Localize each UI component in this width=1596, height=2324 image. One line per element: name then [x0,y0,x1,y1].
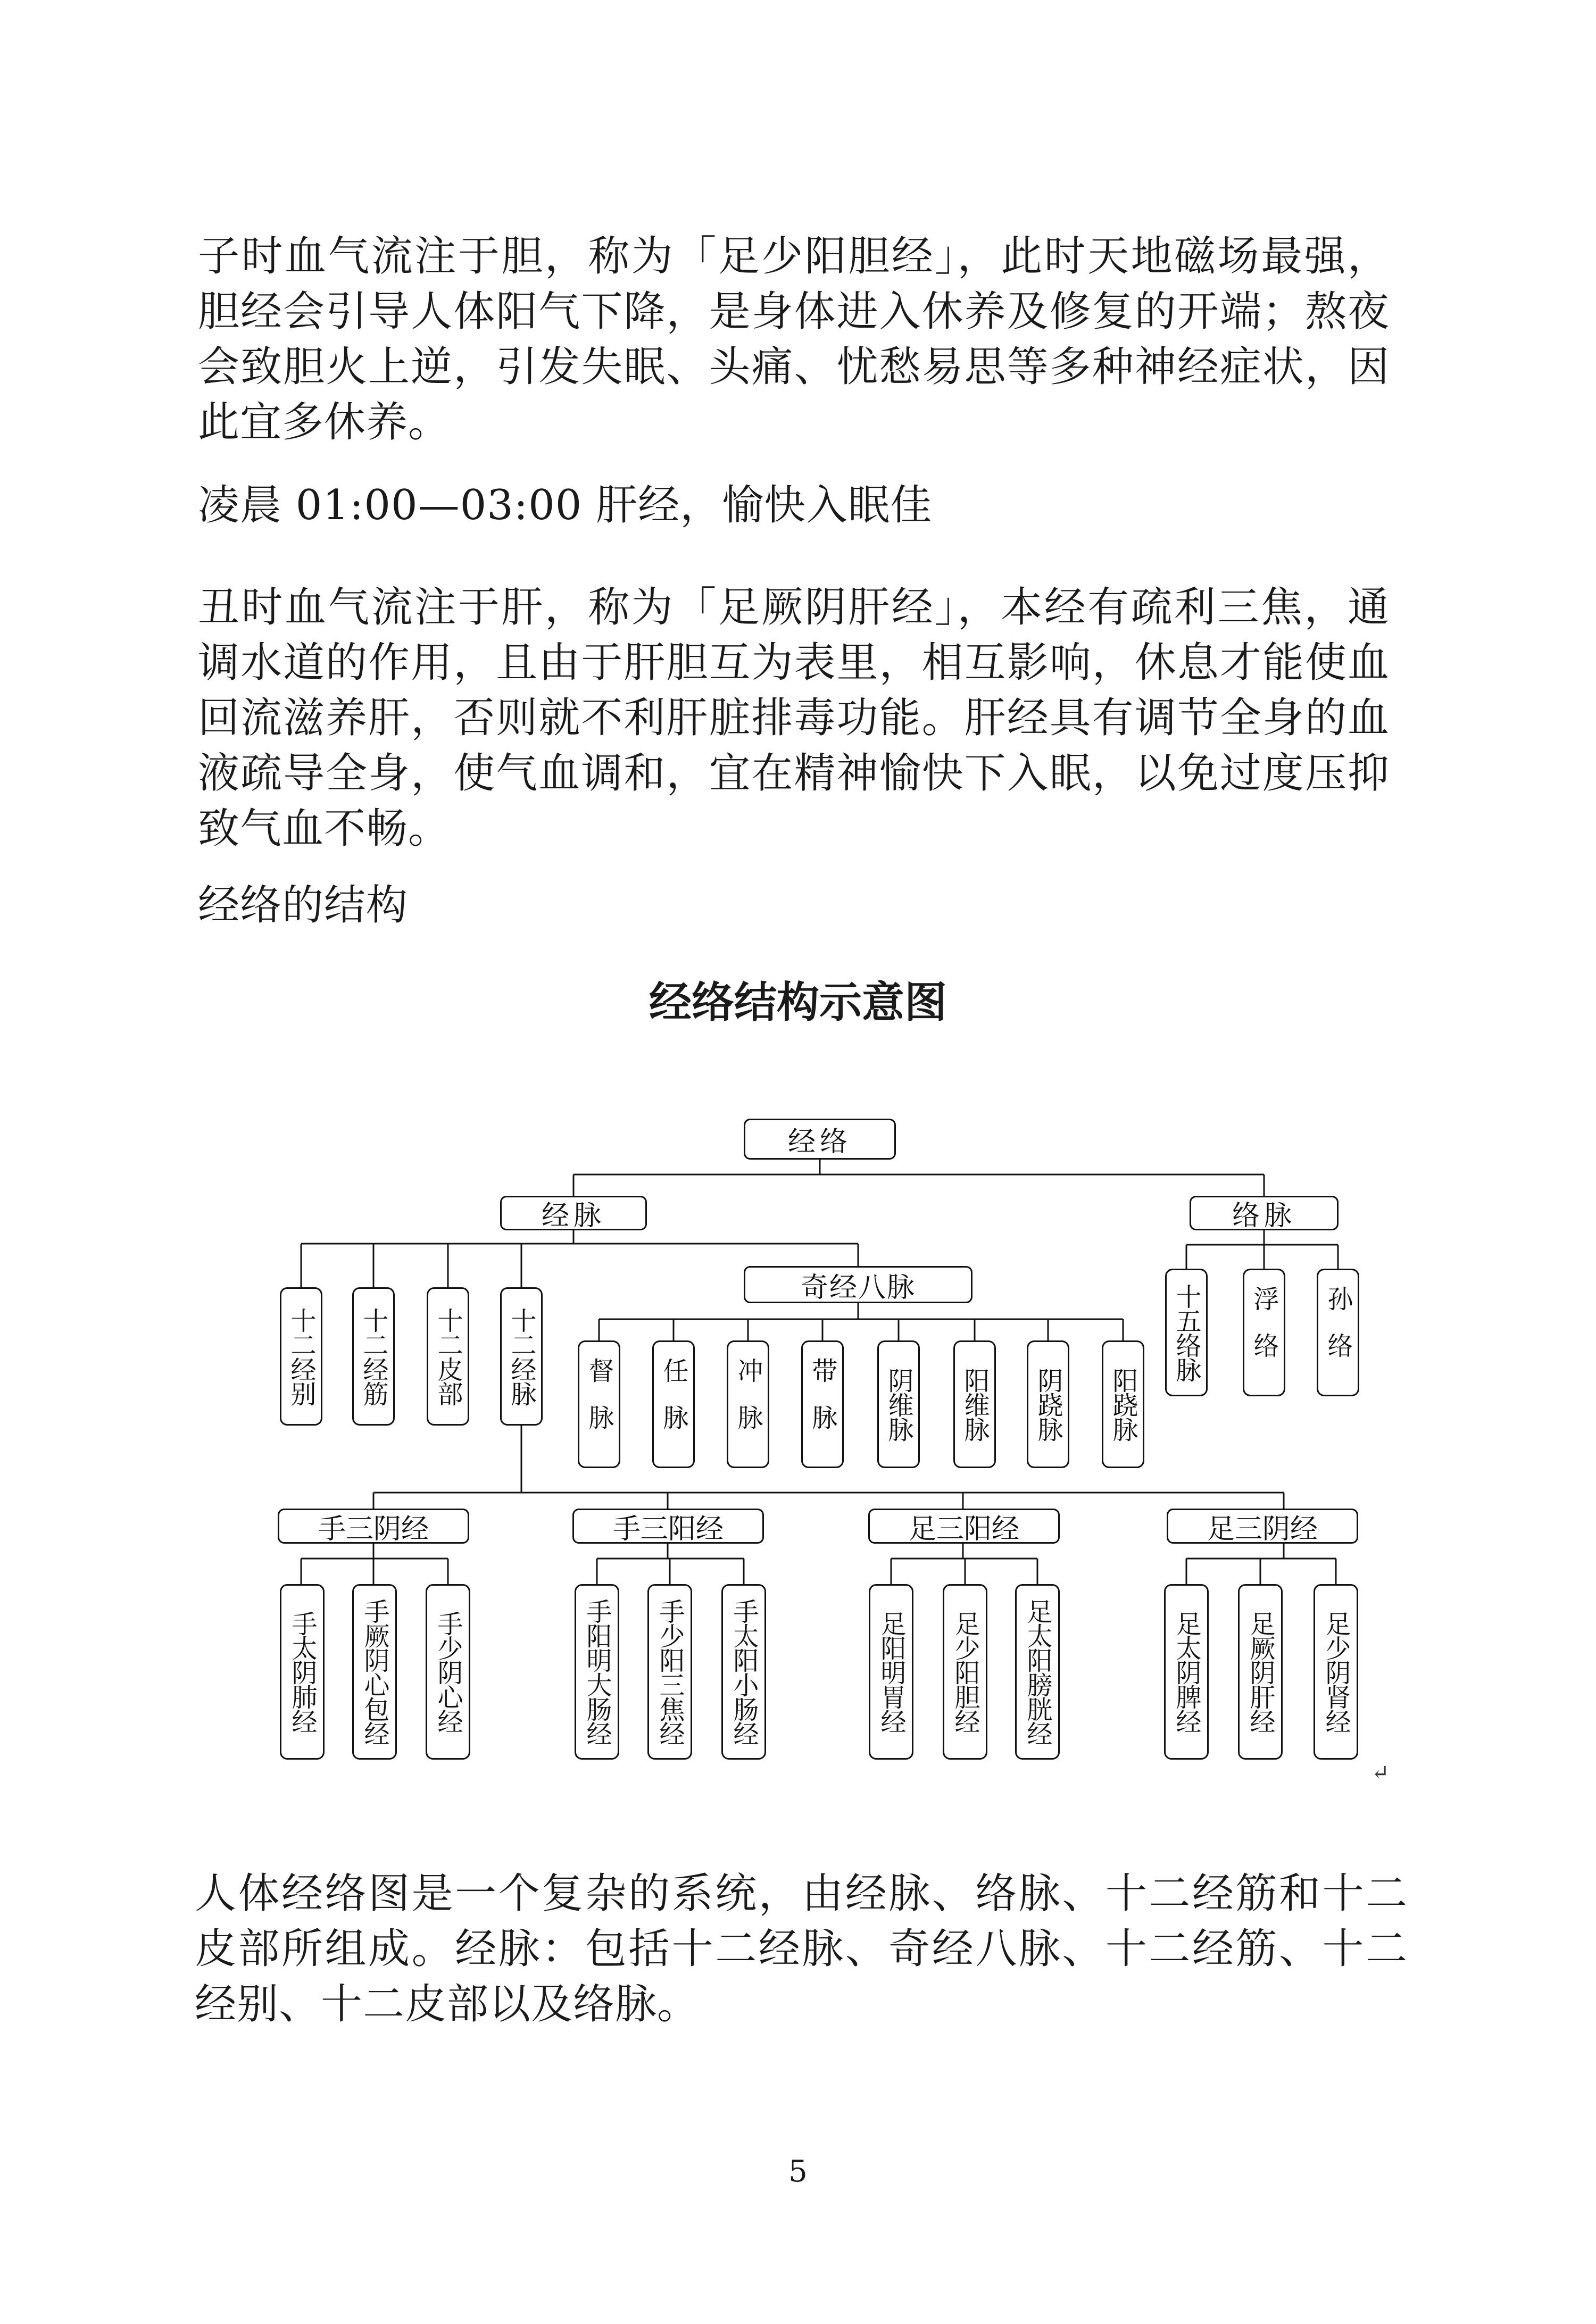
node-ren-mai [652,1340,695,1468]
node-yinwei-mai [877,1340,920,1468]
page-number: 5 [788,2154,808,2189]
node-shou-shaoyin-xin [426,1584,470,1760]
node-label: 浮络 [1249,1286,1279,1379]
node-shier-jingbie [280,1287,322,1426]
node-label: 手少阳三焦经 [655,1598,685,1745]
node-yangqiao-mai [1102,1340,1144,1468]
node-label: 督脉 [584,1357,614,1451]
node-fu-luo [1243,1269,1285,1396]
node-label: 十二皮部 [433,1307,463,1405]
node-shou-taiyang-xiaochang [721,1584,766,1760]
node-label: 阳跷脉 [1108,1368,1138,1441]
node-shou-jueyin-xinbao [352,1584,397,1760]
node-label: 阴维脉 [884,1368,913,1441]
node-label: 足太阳膀胱经 [1023,1598,1052,1745]
node-zu-shaoyang-dan [943,1584,987,1760]
node-shier-pibu [427,1287,469,1426]
node-label: 十二经别 [286,1307,316,1405]
node-dai-mai [801,1340,844,1468]
node-zu-taiyin-pi [1164,1584,1209,1760]
node-yinqiao-mai [1027,1340,1069,1468]
node-zu-sanyang: 足三阳经 [868,1509,1060,1544]
diagram-title: 经络结构示意图 [649,978,947,1027]
node-label: 手太阴肺经 [287,1611,317,1733]
node-label: 孙络 [1323,1286,1353,1379]
node-zu-sanyin: 足三阴经 [1167,1509,1358,1544]
node-du-mai [578,1340,620,1468]
paragraph-chou-hour: 丑时血气流注于肝，称为「足厥阴肝经」，本经有疏利三焦，通调水道的作用，且由于肝胆互为表里，相互影响，休息才能使血回流滋养肝，否则就不利肝脏排毒功能。肝经具有调节全身的血液疏导全身，使气血调和，宜在精神愉快下入眠，以免过度压抑致气血不畅。 [198,584,1390,853]
node-label: 手阳明大肠经 [582,1598,612,1745]
node-label: 足少阴肾经 [1321,1611,1351,1733]
node-label: 足厥阴肝经 [1245,1611,1275,1733]
node-zu-jueyin-gan [1238,1584,1283,1760]
node-jingmai: 经脉 [500,1196,647,1230]
node-label: 手少阴心经 [433,1611,463,1733]
node-label: 十二经脉 [506,1307,536,1405]
node-label: 阳维脉 [960,1368,990,1441]
node-shou-sanyang: 手三阳经 [572,1509,764,1544]
node-shier-jingjin [352,1287,395,1426]
section-heading-meridian-structure: 经络的结构 [198,881,409,929]
node-luomai: 络脉 [1190,1196,1339,1230]
node-shou-shaoyang-sanjiao [647,1584,692,1760]
node-shiwu-luomai [1165,1269,1208,1396]
node-qijing-bamai: 奇经八脉 [744,1266,972,1303]
paragraph-zi-hour: 子时血气流注于胆，称为「足少阳胆经」，此时天地磁场最强，胆经会引导人体阳气下降，是身体进入休养及修复的开端；熬夜会致胆火上逆，引发失眠、头痛、忧愁易思等多种神经症状，因此宜多休养。 [198,232,1390,446]
node-label: 十五络脉 [1171,1284,1201,1381]
section-heading-liver-meridian: 凌晨 01:00—03:00 肝经，愉快入眠佳 [198,481,933,529]
node-root-jingluo: 经络 [744,1119,896,1160]
node-shou-taiyin-fei [280,1584,325,1760]
node-zu-shaoyin-shen [1314,1584,1358,1760]
paragraph-meridian-system: 人体经络图是一个复杂的系统，由经脉、络脉、十二经筋和十二皮部所组成。经脉：包括十二经脉、奇经八脉、十二经筋、十二经别、十二皮部以及络脉。 [195,1870,1408,2028]
node-label: 足太阴脾经 [1171,1611,1201,1733]
node-shou-yangming-dachang [575,1584,619,1760]
node-label: 手厥阴心包经 [360,1598,389,1745]
node-label: 十二经筋 [359,1307,388,1405]
node-shier-jingmai [500,1287,543,1426]
node-label: 足少阳胆经 [950,1611,980,1733]
node-zu-taiyang-pangguang [1015,1584,1060,1760]
node-label: 阴跷脉 [1033,1368,1063,1441]
node-label: 带脉 [808,1357,837,1451]
node-label: 冲脉 [733,1357,763,1451]
node-label: 足阳明胃经 [876,1611,906,1733]
node-chong-mai [727,1340,769,1468]
node-label: 任脉 [659,1357,688,1451]
node-zu-yangming-wei [869,1584,913,1760]
node-yangwei-mai [953,1340,996,1468]
node-label: 手太阳小肠经 [729,1598,759,1745]
node-sun-luo [1317,1269,1359,1396]
node-shou-sanyin: 手三阴经 [278,1509,469,1544]
paragraph-return-mark: ↵ [1371,1761,1390,1785]
